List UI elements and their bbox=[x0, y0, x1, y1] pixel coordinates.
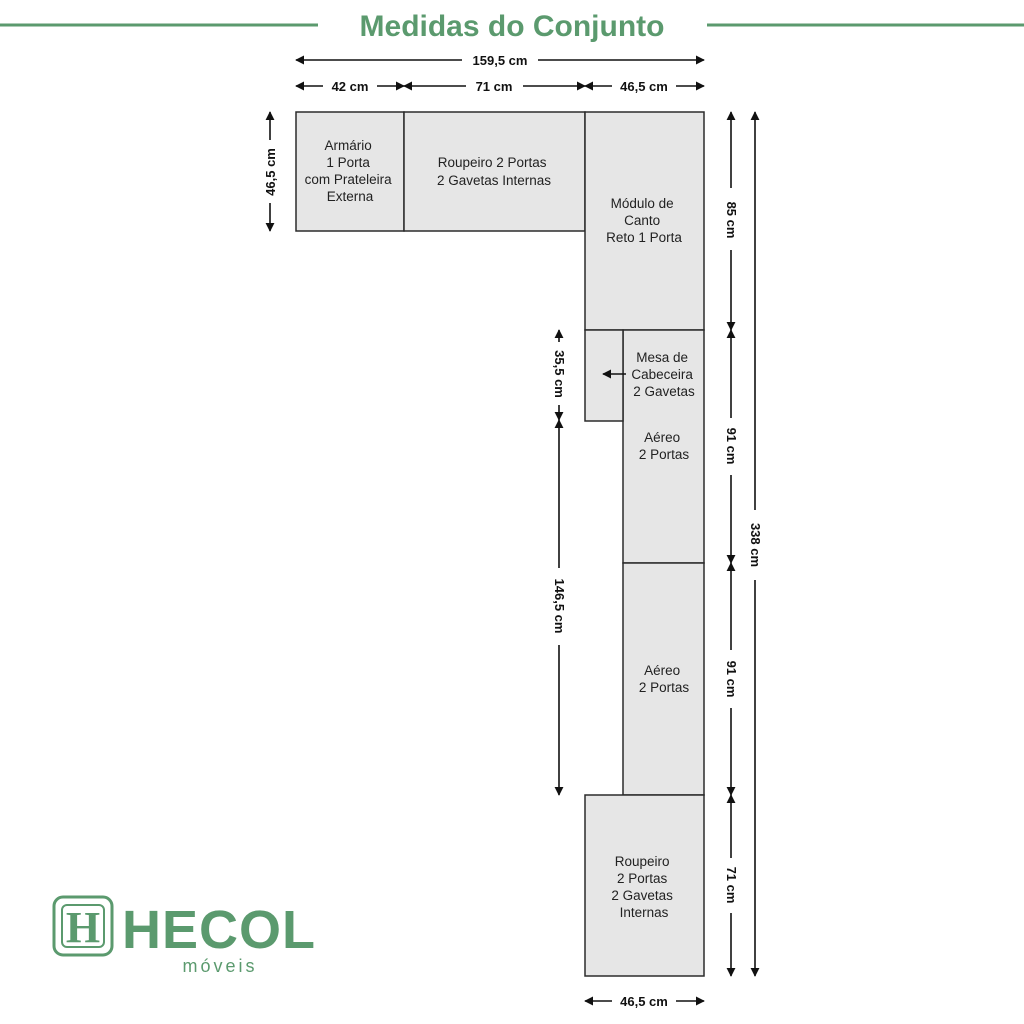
dim-gap-height bbox=[552, 420, 567, 795]
dim-mesa-depth-label: 35,5 cm bbox=[552, 350, 567, 398]
module-roupeiro-bottom-label: Roupeiro 2 Portas 2 Gavetas Internas bbox=[611, 854, 673, 920]
dim-bottom-width-label: 46,5 cm bbox=[620, 994, 668, 1009]
dim-roupeiro-bottom-height-label: 71 cm bbox=[724, 866, 739, 904]
dim-armario-width bbox=[296, 79, 404, 94]
dim-bottom-width bbox=[585, 994, 704, 1009]
module-aereo-2-label: Aéreo 2 Portas bbox=[638, 663, 690, 695]
dim-total-height bbox=[748, 112, 763, 976]
dim-aereo1-height bbox=[724, 330, 739, 563]
dim-gap-height-label: 146,5 cm bbox=[552, 578, 567, 634]
dim-canto-width bbox=[585, 79, 704, 94]
brand-logo bbox=[54, 897, 316, 976]
module-aereo-2-box bbox=[623, 563, 704, 795]
module-mesa-box bbox=[585, 330, 623, 421]
dim-total-height-label: 338 cm bbox=[748, 522, 763, 568]
dim-roupeiro-bottom-height bbox=[724, 795, 739, 976]
dim-top-depth-label: 46,5 cm bbox=[263, 148, 278, 196]
dim-aereo2-height bbox=[724, 563, 739, 795]
dim-top-depth bbox=[263, 112, 278, 231]
module-aereo-1-label: Aéreo 2 Portas bbox=[638, 430, 690, 462]
dim-roupeiro-width-label: 71 cm bbox=[475, 79, 513, 94]
dim-total-width bbox=[296, 53, 704, 68]
module-armario-label: Armário 1 Porta com Prateleira Externa bbox=[304, 138, 392, 204]
dim-mesa-depth bbox=[552, 330, 567, 420]
dim-aereo1-height-label: 91 cm bbox=[724, 427, 739, 465]
module-roupeiro-top bbox=[404, 112, 585, 231]
module-mesa-label: Mesa de Cabeceira 2 Gavetas bbox=[631, 350, 695, 399]
module-canto-label: Módulo de Canto Reto 1 Porta bbox=[606, 196, 682, 245]
page-title: Medidas do Conjunto bbox=[359, 10, 665, 43]
dim-canto-height-label: 85 cm bbox=[724, 201, 739, 239]
module-roupeiro-top-label: Roupeiro 2 Portas 2 Gavetas Internas bbox=[436, 155, 552, 188]
dim-armario-width-label: 42 cm bbox=[331, 79, 369, 94]
dim-canto-width-label: 46,5 cm bbox=[620, 79, 668, 94]
dim-roupeiro-width bbox=[404, 79, 585, 94]
module-armario bbox=[296, 112, 404, 231]
logo-mark-letter: H bbox=[65, 903, 101, 952]
dim-canto-height bbox=[724, 112, 739, 330]
module-aereo-2 bbox=[623, 563, 704, 795]
brand-name: HECOL bbox=[122, 900, 316, 960]
dim-aereo2-height-label: 91 cm bbox=[724, 660, 739, 698]
module-roupeiro-top-box bbox=[404, 112, 585, 231]
dim-total-width-label: 159,5 cm bbox=[472, 53, 528, 68]
module-roupeiro-bottom bbox=[585, 795, 704, 976]
module-canto bbox=[585, 112, 704, 330]
page-header bbox=[0, 10, 1024, 43]
brand-subtitle: móveis bbox=[182, 956, 258, 976]
